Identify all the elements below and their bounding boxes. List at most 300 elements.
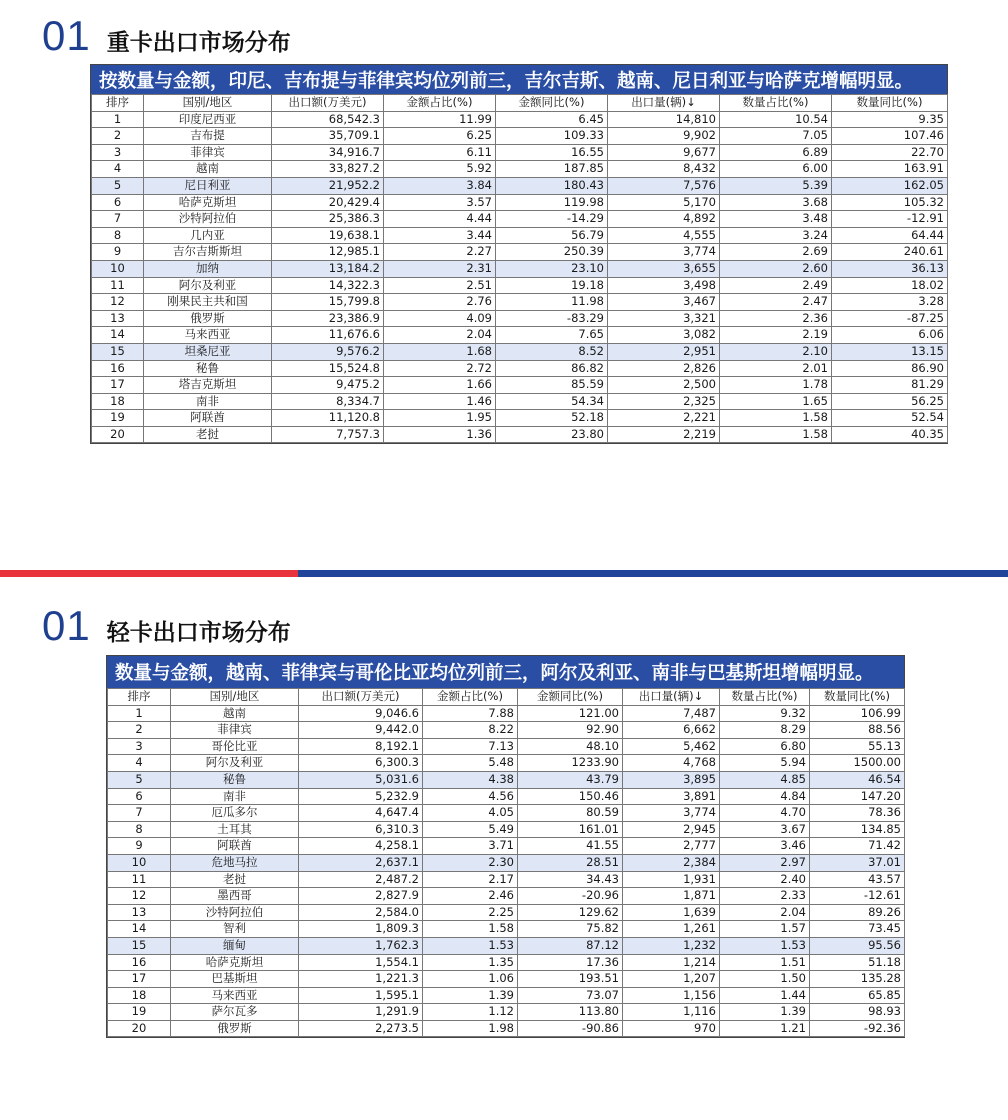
light-header-col-country: 国别/地区 (171, 689, 299, 706)
table-row (108, 705, 905, 722)
table-row (92, 177, 948, 194)
table-cell-value-yoy: 109.33 (496, 128, 608, 145)
table-cell-export-value: 2,487.2 (299, 871, 423, 888)
light-export-table (107, 688, 905, 1037)
table-cell-volume-yoy: 95.56 (810, 937, 905, 954)
table-cell-volume-yoy: 78.36 (810, 805, 905, 822)
table-cell-export-volume: 3,895 (623, 771, 720, 788)
table-cell-country: 阿尔及利亚 (144, 277, 272, 294)
table-cell-export-value: 68,542.3 (272, 111, 384, 128)
table-cell-volume-yoy: 13.15 (832, 343, 948, 360)
table-cell-rank: 8 (108, 821, 171, 838)
table-cell-rank: 16 (108, 954, 171, 971)
table-cell-export-volume: 3,082 (608, 327, 720, 344)
table-cell-country: 刚果民主共和国 (144, 294, 272, 311)
table-cell-rank: 5 (108, 771, 171, 788)
table-cell-volume-share: 3.67 (720, 821, 810, 838)
table-cell-value-yoy: 193.51 (518, 971, 623, 988)
table-cell-value-yoy: 28.51 (518, 854, 623, 871)
table-cell-value-yoy: -83.29 (496, 310, 608, 327)
table-cell-value-share: 2.17 (423, 871, 518, 888)
heavy-header-col-export-volume: 出口量(辆)↓ (608, 95, 720, 112)
table-cell-value-yoy: 73.07 (518, 987, 623, 1004)
table-cell-volume-yoy: 36.13 (832, 260, 948, 277)
table-cell-value-share: 2.76 (384, 294, 496, 311)
table-cell-export-volume: 7,487 (623, 705, 720, 722)
table-cell-value-yoy: 180.43 (496, 177, 608, 194)
table-cell-volume-yoy: 56.25 (832, 393, 948, 410)
table-cell-export-value: 21,952.2 (272, 177, 384, 194)
table-cell-value-yoy: 129.62 (518, 904, 623, 921)
table-cell-export-value: 1,809.3 (299, 921, 423, 938)
table-cell-value-share: 3.44 (384, 227, 496, 244)
table-cell-rank: 4 (108, 755, 171, 772)
table-cell-country: 缅甸 (171, 937, 299, 954)
table-cell-export-value: 6,300.3 (299, 755, 423, 772)
table-cell-rank: 2 (108, 722, 171, 739)
table-cell-volume-yoy: 9.35 (832, 111, 948, 128)
table-cell-export-volume: 1,232 (623, 937, 720, 954)
heavy-header-col-value-yoy: 金额同比(%) (496, 95, 608, 112)
table-cell-country: 南非 (144, 393, 272, 410)
table-cell-value-yoy: -20.96 (518, 888, 623, 905)
table-row (108, 805, 905, 822)
table-cell-volume-yoy: 37.01 (810, 854, 905, 871)
light-table-header-row (108, 689, 905, 706)
table-cell-export-volume: 4,892 (608, 211, 720, 228)
table-cell-value-share: 2.27 (384, 244, 496, 261)
table-cell-export-volume: 5,462 (623, 738, 720, 755)
table-cell-value-share: 4.38 (423, 771, 518, 788)
table-cell-value-share: 1.12 (423, 1004, 518, 1021)
table-cell-rank: 6 (108, 788, 171, 805)
table-cell-export-value: 1,221.3 (299, 971, 423, 988)
table-cell-volume-share: 4.84 (720, 788, 810, 805)
table-cell-volume-share: 2.19 (720, 327, 832, 344)
table-row (108, 788, 905, 805)
table-cell-export-value: 2,827.9 (299, 888, 423, 905)
table-row (92, 343, 948, 360)
table-cell-value-share: 2.25 (423, 904, 518, 921)
table-cell-export-value: 1,595.1 (299, 987, 423, 1004)
table-cell-value-share: 6.11 (384, 144, 496, 161)
table-row (92, 194, 948, 211)
table-cell-volume-yoy: 55.13 (810, 738, 905, 755)
table-cell-export-value: 5,232.9 (299, 788, 423, 805)
table-cell-volume-yoy: 1500.00 (810, 755, 905, 772)
table-cell-volume-yoy: 73.45 (810, 921, 905, 938)
table-cell-volume-share: 3.48 (720, 211, 832, 228)
table-cell-country: 马来西亚 (144, 327, 272, 344)
table-cell-volume-share: 1.58 (720, 410, 832, 427)
heavy-table-header-row (92, 95, 948, 112)
table-cell-value-yoy: 56.79 (496, 227, 608, 244)
table-cell-export-value: 1,291.9 (299, 1004, 423, 1021)
table-cell-value-share: 1.95 (384, 410, 496, 427)
table-cell-country: 坦桑尼亚 (144, 343, 272, 360)
table-cell-value-yoy: 7.65 (496, 327, 608, 344)
table-cell-export-value: 25,386.3 (272, 211, 384, 228)
table-cell-volume-share: 4.85 (720, 771, 810, 788)
heavy-header-col-country: 国别/地区 (144, 95, 272, 112)
table-cell-country: 塔吉克斯坦 (144, 377, 272, 394)
table-cell-export-value: 11,676.6 (272, 327, 384, 344)
table-cell-rank: 11 (108, 871, 171, 888)
table-cell-rank: 19 (108, 1004, 171, 1021)
table-cell-rank: 9 (108, 838, 171, 855)
table-cell-value-share: 1.06 (423, 971, 518, 988)
table-cell-export-value: 9,046.6 (299, 705, 423, 722)
table-cell-country: 南非 (171, 788, 299, 805)
table-cell-value-share: 1.35 (423, 954, 518, 971)
table-cell-country: 土耳其 (171, 821, 299, 838)
table-cell-export-value: 2,584.0 (299, 904, 423, 921)
table-row (92, 244, 948, 261)
table-cell-value-share: 5.92 (384, 161, 496, 178)
table-cell-rank: 9 (92, 244, 144, 261)
table-cell-export-volume: 3,891 (623, 788, 720, 805)
table-cell-volume-yoy: 51.18 (810, 954, 905, 971)
table-cell-value-yoy: 92.90 (518, 722, 623, 739)
table-row (92, 310, 948, 327)
table-cell-volume-yoy: 22.70 (832, 144, 948, 161)
light-header-col-volume-share: 数量占比(%) (720, 689, 810, 706)
table-cell-volume-share: 2.97 (720, 854, 810, 871)
table-row (108, 904, 905, 921)
table-cell-volume-share: 2.33 (720, 888, 810, 905)
light-section-title: 轻卡出口市场分布 (106, 620, 291, 646)
table-cell-export-volume: 1,214 (623, 954, 720, 971)
table-cell-export-volume: 1,871 (623, 888, 720, 905)
table-row (92, 377, 948, 394)
table-cell-rank: 20 (108, 1020, 171, 1037)
table-row (108, 821, 905, 838)
table-cell-value-yoy: 34.43 (518, 871, 623, 888)
table-cell-export-value: 14,322.3 (272, 277, 384, 294)
table-cell-value-yoy: 1233.90 (518, 755, 623, 772)
table-cell-volume-yoy: 81.29 (832, 377, 948, 394)
table-cell-value-share: 3.71 (423, 838, 518, 855)
table-cell-country: 阿尔及利亚 (171, 755, 299, 772)
table-cell-country: 秘鲁 (171, 771, 299, 788)
table-cell-export-volume: 1,639 (623, 904, 720, 921)
table-cell-country: 墨西哥 (171, 888, 299, 905)
table-cell-volume-share: 2.04 (720, 904, 810, 921)
table-cell-value-share: 11.99 (384, 111, 496, 128)
table-cell-volume-share: 6.00 (720, 161, 832, 178)
table-cell-volume-share: 1.78 (720, 377, 832, 394)
table-cell-country: 哥伦比亚 (171, 738, 299, 755)
table-cell-value-share: 7.13 (423, 738, 518, 755)
table-cell-value-yoy: 80.59 (518, 805, 623, 822)
table-cell-volume-yoy: 89.26 (810, 904, 905, 921)
table-cell-country: 哈萨克斯坦 (144, 194, 272, 211)
table-cell-export-volume: 4,555 (608, 227, 720, 244)
table-cell-country: 阿联酋 (144, 410, 272, 427)
table-cell-export-value: 1,762.3 (299, 937, 423, 954)
table-cell-value-share: 2.31 (384, 260, 496, 277)
table-cell-volume-share: 1.58 (720, 426, 832, 443)
table-cell-volume-yoy: 86.90 (832, 360, 948, 377)
table-cell-volume-share: 1.21 (720, 1020, 810, 1037)
table-cell-export-volume: 3,498 (608, 277, 720, 294)
table-row (108, 937, 905, 954)
table-cell-volume-share: 2.60 (720, 260, 832, 277)
table-cell-rank: 12 (92, 294, 144, 311)
table-cell-rank: 3 (92, 144, 144, 161)
table-cell-export-volume: 2,500 (608, 377, 720, 394)
table-cell-export-value: 33,827.2 (272, 161, 384, 178)
table-cell-export-volume: 2,945 (623, 821, 720, 838)
table-cell-country: 老挝 (171, 871, 299, 888)
table-cell-country: 菲律宾 (144, 144, 272, 161)
table-cell-value-share: 4.44 (384, 211, 496, 228)
table-cell-export-volume: 14,810 (608, 111, 720, 128)
table-cell-value-yoy: -14.29 (496, 211, 608, 228)
table-cell-country: 危地马拉 (171, 854, 299, 871)
table-cell-value-share: 3.57 (384, 194, 496, 211)
table-cell-volume-yoy: 98.93 (810, 1004, 905, 1021)
table-cell-value-yoy: 6.45 (496, 111, 608, 128)
table-cell-volume-yoy: 106.99 (810, 705, 905, 722)
table-cell-volume-yoy: 40.35 (832, 426, 948, 443)
table-cell-export-value: 34,916.7 (272, 144, 384, 161)
table-cell-volume-share: 1.51 (720, 954, 810, 971)
table-cell-value-share: 2.72 (384, 360, 496, 377)
heavy-header-col-volume-yoy: 数量同比(%) (832, 95, 948, 112)
light-header-col-volume-yoy: 数量同比(%) (810, 689, 905, 706)
heavy-table-banner: 按数量与金额，印尼、吉布提与菲律宾均位列前三，吉尔吉斯、越南、尼日利亚与哈萨克增幅明显。 (91, 65, 947, 94)
table-cell-rank: 18 (92, 393, 144, 410)
table-cell-value-share: 1.66 (384, 377, 496, 394)
table-cell-volume-yoy: 163.91 (832, 161, 948, 178)
table-row (92, 277, 948, 294)
heavy-section-header (42, 12, 291, 60)
table-cell-export-value: 9,576.2 (272, 343, 384, 360)
table-cell-volume-share: 1.53 (720, 937, 810, 954)
table-cell-volume-yoy: 3.28 (832, 294, 948, 311)
table-cell-value-share: 6.25 (384, 128, 496, 145)
table-cell-volume-yoy: 135.28 (810, 971, 905, 988)
table-cell-export-value: 13,184.2 (272, 260, 384, 277)
heavy-export-table (91, 94, 948, 443)
table-cell-export-volume: 3,655 (608, 260, 720, 277)
table-cell-volume-yoy: 107.46 (832, 128, 948, 145)
table-cell-country: 俄罗斯 (171, 1020, 299, 1037)
table-cell-value-share: 1.53 (423, 937, 518, 954)
table-cell-value-share: 1.46 (384, 393, 496, 410)
table-cell-volume-share: 3.46 (720, 838, 810, 855)
table-cell-value-yoy: 16.55 (496, 144, 608, 161)
table-cell-export-value: 8,192.1 (299, 738, 423, 755)
table-row (92, 410, 948, 427)
table-cell-country: 阿联酋 (171, 838, 299, 855)
table-cell-volume-share: 8.29 (720, 722, 810, 739)
table-cell-volume-yoy: -87.25 (832, 310, 948, 327)
table-cell-export-volume: 4,768 (623, 755, 720, 772)
table-cell-rank: 8 (92, 227, 144, 244)
table-row (108, 1004, 905, 1021)
table-cell-volume-share: 2.69 (720, 244, 832, 261)
table-row (108, 987, 905, 1004)
table-cell-country: 印度尼西亚 (144, 111, 272, 128)
table-cell-export-volume: 1,116 (623, 1004, 720, 1021)
table-cell-volume-yoy: 88.56 (810, 722, 905, 739)
table-cell-volume-yoy: 6.06 (832, 327, 948, 344)
table-cell-export-volume: 9,902 (608, 128, 720, 145)
table-cell-export-value: 23,386.9 (272, 310, 384, 327)
table-cell-value-yoy: 23.10 (496, 260, 608, 277)
table-cell-country: 加纳 (144, 260, 272, 277)
table-cell-export-volume: 5,170 (608, 194, 720, 211)
table-cell-export-volume: 2,325 (608, 393, 720, 410)
table-cell-country: 秘鲁 (144, 360, 272, 377)
light-table-container (106, 655, 905, 1038)
table-cell-volume-yoy: 240.61 (832, 244, 948, 261)
table-cell-rank: 14 (108, 921, 171, 938)
table-cell-volume-share: 1.65 (720, 393, 832, 410)
table-cell-value-yoy: 250.39 (496, 244, 608, 261)
table-cell-export-volume: 1,261 (623, 921, 720, 938)
table-cell-value-share: 2.04 (384, 327, 496, 344)
divider-blue-segment (298, 570, 1008, 577)
table-cell-export-volume: 6,662 (623, 722, 720, 739)
table-cell-value-share: 1.39 (423, 987, 518, 1004)
table-cell-export-value: 2,273.5 (299, 1020, 423, 1037)
table-cell-volume-yoy: 162.05 (832, 177, 948, 194)
divider-red-segment (0, 570, 298, 577)
table-cell-value-yoy: -90.86 (518, 1020, 623, 1037)
table-cell-export-volume: 2,951 (608, 343, 720, 360)
table-row (92, 294, 948, 311)
table-cell-volume-share: 2.10 (720, 343, 832, 360)
table-cell-volume-share: 1.44 (720, 987, 810, 1004)
table-cell-rank: 20 (92, 426, 144, 443)
table-cell-rank: 12 (108, 888, 171, 905)
table-row (92, 260, 948, 277)
table-cell-country: 越南 (144, 161, 272, 178)
table-row (92, 426, 948, 443)
light-header-col-rank: 排序 (108, 689, 171, 706)
table-cell-rank: 10 (92, 260, 144, 277)
heavy-section-number: 01 (42, 12, 91, 59)
table-cell-country: 沙特阿拉伯 (171, 904, 299, 921)
table-cell-volume-yoy: 43.57 (810, 871, 905, 888)
table-cell-value-yoy: 54.34 (496, 393, 608, 410)
table-cell-value-share: 1.58 (423, 921, 518, 938)
table-cell-export-volume: 3,774 (608, 244, 720, 261)
table-cell-country: 俄罗斯 (144, 310, 272, 327)
table-cell-export-volume: 2,826 (608, 360, 720, 377)
table-cell-country: 尼日利亚 (144, 177, 272, 194)
table-cell-country: 老挝 (144, 426, 272, 443)
table-cell-value-yoy: 87.12 (518, 937, 623, 954)
table-cell-rank: 1 (108, 705, 171, 722)
table-cell-volume-yoy: 46.54 (810, 771, 905, 788)
table-cell-export-value: 9,475.2 (272, 377, 384, 394)
table-cell-volume-share: 5.94 (720, 755, 810, 772)
table-cell-value-share: 5.48 (423, 755, 518, 772)
section-divider (0, 570, 1008, 577)
table-cell-value-yoy: 86.82 (496, 360, 608, 377)
table-cell-value-share: 1.68 (384, 343, 496, 360)
table-row (92, 161, 948, 178)
table-cell-rank: 1 (92, 111, 144, 128)
table-cell-volume-yoy: -12.91 (832, 211, 948, 228)
table-cell-rank: 3 (108, 738, 171, 755)
table-cell-volume-yoy: -92.36 (810, 1020, 905, 1037)
table-cell-value-yoy: 150.46 (518, 788, 623, 805)
table-row (108, 771, 905, 788)
table-cell-value-yoy: 11.98 (496, 294, 608, 311)
heavy-header-col-export-value: 出口额(万美元) (272, 95, 384, 112)
table-cell-value-yoy: 23.80 (496, 426, 608, 443)
table-cell-export-volume: 1,207 (623, 971, 720, 988)
table-cell-country: 吉尔吉斯斯坦 (144, 244, 272, 261)
table-row (108, 755, 905, 772)
table-cell-volume-share: 2.49 (720, 277, 832, 294)
table-cell-value-share: 8.22 (423, 722, 518, 739)
table-cell-export-value: 20,429.4 (272, 194, 384, 211)
table-cell-volume-yoy: 134.85 (810, 821, 905, 838)
table-cell-value-yoy: 43.79 (518, 771, 623, 788)
table-cell-volume-share: 10.54 (720, 111, 832, 128)
table-cell-volume-yoy: 65.85 (810, 987, 905, 1004)
table-cell-export-value: 15,524.8 (272, 360, 384, 377)
table-cell-volume-yoy: 105.32 (832, 194, 948, 211)
table-cell-export-value: 7,757.3 (272, 426, 384, 443)
heavy-section-title: 重卡出口市场分布 (106, 30, 291, 56)
table-cell-export-volume: 3,467 (608, 294, 720, 311)
table-cell-export-value: 11,120.8 (272, 410, 384, 427)
table-row (108, 1020, 905, 1037)
table-cell-rank: 15 (108, 937, 171, 954)
table-row (92, 327, 948, 344)
table-cell-volume-share: 1.57 (720, 921, 810, 938)
table-cell-rank: 19 (92, 410, 144, 427)
light-table-body (108, 705, 905, 1037)
table-cell-country: 巴基斯坦 (171, 971, 299, 988)
table-cell-value-share: 5.49 (423, 821, 518, 838)
table-cell-value-share: 2.46 (423, 888, 518, 905)
table-cell-rank: 13 (108, 904, 171, 921)
table-cell-export-volume: 2,777 (623, 838, 720, 855)
table-cell-export-value: 19,638.1 (272, 227, 384, 244)
table-cell-value-share: 4.56 (423, 788, 518, 805)
table-cell-export-value: 4,647.4 (299, 805, 423, 822)
light-header-col-value-share: 金额占比(%) (423, 689, 518, 706)
table-cell-volume-yoy: 71.42 (810, 838, 905, 855)
table-row (92, 360, 948, 377)
table-row (108, 722, 905, 739)
table-cell-rank: 6 (92, 194, 144, 211)
table-cell-export-volume: 1,156 (623, 987, 720, 1004)
table-cell-rank: 4 (92, 161, 144, 178)
table-cell-country: 智利 (171, 921, 299, 938)
table-cell-export-volume: 970 (623, 1020, 720, 1037)
heavy-header-col-rank: 排序 (92, 95, 144, 112)
table-row (92, 144, 948, 161)
table-cell-rank: 5 (92, 177, 144, 194)
table-cell-value-share: 4.05 (423, 805, 518, 822)
table-cell-export-volume: 2,384 (623, 854, 720, 871)
table-cell-volume-share: 1.39 (720, 1004, 810, 1021)
heavy-table-container (90, 64, 948, 444)
table-cell-value-share: 1.98 (423, 1020, 518, 1037)
light-header-col-value-yoy: 金额同比(%) (518, 689, 623, 706)
table-cell-value-yoy: 17.36 (518, 954, 623, 971)
table-cell-export-value: 15,799.8 (272, 294, 384, 311)
